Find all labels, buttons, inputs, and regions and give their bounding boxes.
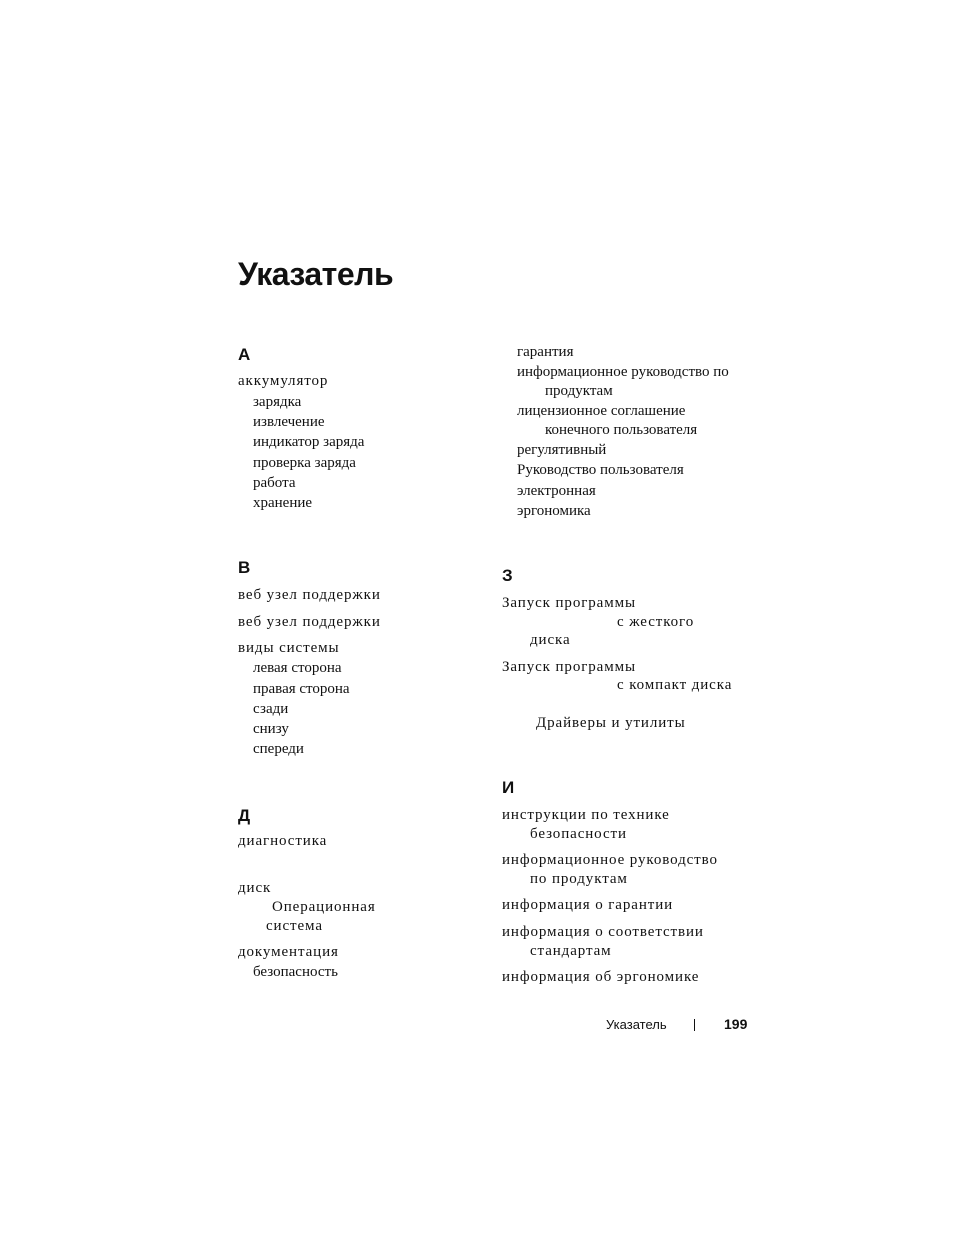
section-letter-a: А [238, 345, 251, 364]
index-subterm: сзади [253, 701, 289, 717]
section-letter-d: Д [238, 806, 251, 825]
index-subterm: левая сторона [253, 660, 342, 676]
index-term-continuation: диска [530, 632, 571, 648]
index-term: документация [238, 944, 339, 960]
index-term: диагностика [238, 833, 328, 849]
index-subterm: снизу [253, 721, 289, 737]
index-term-continuation: безопасности [530, 826, 627, 842]
index-subterm: система [266, 918, 323, 934]
index-subterm-continuation: конечного пользователя [545, 422, 698, 438]
index-term: веб узел поддержки [238, 614, 381, 630]
index-term: веб узел поддержки [238, 587, 381, 603]
index-subterm: проверка заряда [253, 455, 356, 471]
index-subterm: безопасность [253, 964, 338, 980]
index-term: информация о соответствии [502, 924, 704, 940]
index-term-continuation: с жесткого [617, 614, 695, 630]
index-subterm: индикатор заряда [253, 434, 365, 450]
page-number: 199 [724, 1016, 748, 1032]
footer-label: Указатель [606, 1017, 667, 1032]
index-subterm: извлечение [253, 414, 325, 430]
index-subterm: Операционная [272, 899, 376, 915]
index-subterm: хранение [253, 495, 313, 511]
section-letter-i: И [502, 778, 515, 797]
index-subterm: работа [253, 475, 296, 491]
index-term: информационное руководство [502, 852, 718, 868]
index-term: Запуск программы [502, 659, 636, 675]
index-subterm: спереди [253, 741, 304, 757]
index-term-continuation: стандартам [530, 943, 612, 959]
section-letter-z: З [502, 566, 513, 585]
index-subterm: правая сторона [253, 681, 350, 697]
index-term: Драйверы и утилиты [536, 715, 686, 731]
index-term: диск [238, 880, 272, 896]
index-term-akkumulyator: аккумулятор [238, 373, 329, 389]
index-subterm: информационное руководство по [517, 364, 729, 380]
index-term-continuation: с компакт диска [617, 677, 733, 693]
index-subterm: эргономика [517, 503, 591, 519]
index-term: информация об эргономике [502, 969, 700, 985]
index-subterm: электронная [517, 483, 596, 499]
index-subterm: Руководство пользователя [517, 462, 684, 478]
section-letter-v: В [238, 558, 251, 577]
index-subterm: зарядка [253, 394, 302, 410]
index-subterm: лицензионное соглашение [517, 403, 686, 419]
index-subterm: гарантия [517, 344, 574, 360]
index-term: информация о гарантии [502, 897, 674, 913]
page-title: Указатель [238, 256, 394, 292]
index-subterm: регулятивный [517, 442, 607, 458]
index-subterm-continuation: продуктам [545, 383, 613, 399]
index-term: Запуск программы [502, 595, 636, 611]
footer-separator [694, 1019, 695, 1031]
index-term: виды системы [238, 640, 340, 656]
index-term: инструкции по технике [502, 807, 670, 823]
index-term-continuation: по продуктам [530, 871, 628, 887]
